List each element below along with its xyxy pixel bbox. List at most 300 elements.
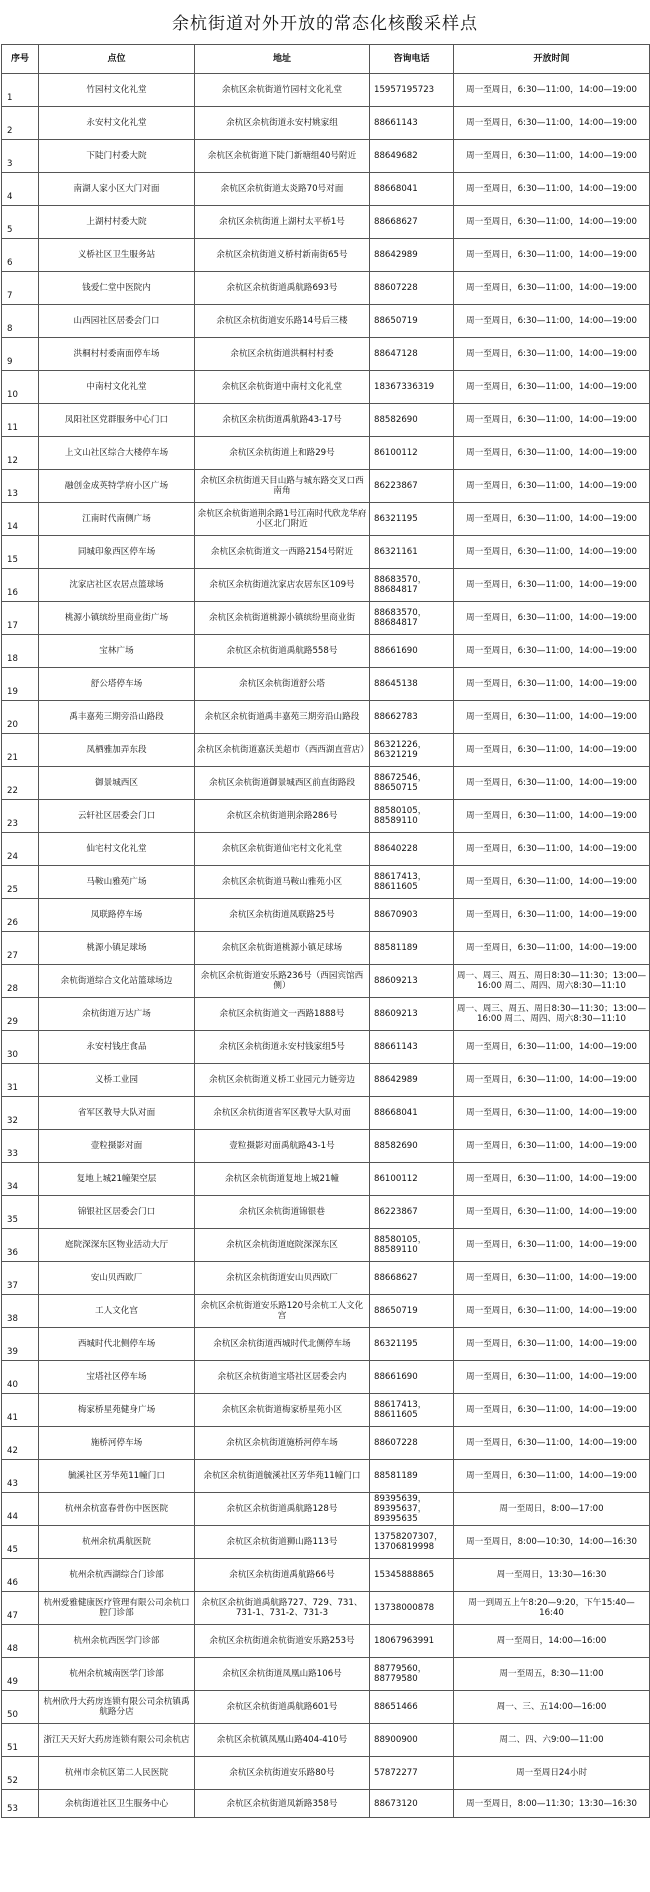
row-address: 余杭区余杭街道凤凰山路106号 [195,1658,370,1691]
row-address: 余杭区余杭街道省军区教导大队对面 [195,1097,370,1130]
row-address: 余杭区余杭街道禹航路43-17号 [195,404,370,437]
page-title: 余杭街道对外开放的常态化核酸采样点 [172,14,478,34]
row-address: 余杭区余杭街道下陡门新塘组40号附近 [195,140,370,173]
row-phone: 57872277 [370,1757,454,1790]
table-body [2,74,650,1818]
header-address: 地址 [195,45,370,74]
row-phone: 88672546，88650715 [370,767,454,800]
row-address: 余杭区余杭街道庭院深深东区 [195,1229,370,1262]
row-phone: 86321195 [370,1328,454,1361]
table-header-row [2,45,650,74]
row-phone: 15957195723 [370,74,454,107]
row-location: 同城印象西区停车场 [39,536,195,569]
table-row [2,1460,650,1493]
row-phone: 88661690 [370,635,454,668]
row-location: 沈家店社区农居点篮球场 [39,569,195,602]
row-location: 杭州余杭禹航医院 [39,1526,195,1559]
row-address: 余杭区余杭街道安乐路14号后三楼 [195,305,370,338]
row-index: 26 [2,899,39,932]
row-index: 13 [2,470,39,503]
row-phone: 88640228 [370,833,454,866]
row-index: 29 [2,998,39,1031]
table-row [2,1526,650,1559]
table-row [2,932,650,965]
table-row [2,1394,650,1427]
row-hours: 周一至周日，6:30—11:00，14:00—19:00 [454,536,650,569]
row-hours: 周一、周三、周五、周日8:30—11:30；13:00—16:00 周二、周四、周六8:30—11:10 [454,998,650,1031]
row-hours: 周一至周日，6:30—11:00，14:00—19:00 [454,437,650,470]
table-row [2,635,650,668]
row-location: 云轩社区居委会门口 [39,800,195,833]
row-address: 余杭区余杭街道禹航路128号 [195,1493,370,1526]
table-row [2,1097,650,1130]
table-row [2,239,650,272]
row-location: 浙江天天好大药房连锁有限公司余杭店 [39,1724,195,1757]
row-address: 余杭区余杭街道禹航路727、729、731、731-1、731-2、731-3 [195,1592,370,1625]
row-phone: 88581189 [370,932,454,965]
row-location: 南湖人家小区大门对面 [39,173,195,206]
row-phone: 88647128 [370,338,454,371]
row-index: 43 [2,1460,39,1493]
row-address: 余杭区余杭街道凤新路358号 [195,1790,370,1818]
row-phone: 15345888865 [370,1559,454,1592]
row-index: 47 [2,1592,39,1625]
row-location: 杭州欣丹大药房连锁有限公司余杭镇禹航路分店 [39,1691,195,1724]
row-address: 余杭区余杭街道梅家桥星苑小区 [195,1394,370,1427]
row-location: 杭州余杭城南医学门诊部 [39,1658,195,1691]
row-index: 45 [2,1526,39,1559]
row-index: 17 [2,602,39,635]
table-row [2,800,650,833]
row-address: 余杭区余杭街道毓溪社区芳华苑11幢门口 [195,1460,370,1493]
row-hours: 周一至周日，6:30—11:00，14:00—19:00 [454,1163,650,1196]
row-phone: 88645138 [370,668,454,701]
row-location: 锦银社区居委会门口 [39,1196,195,1229]
row-location: 下陡门村委大院 [39,140,195,173]
row-hours: 周一至周日，6:30—11:00，14:00—19:00 [454,1031,650,1064]
row-location: 凤栖雅加弄东段 [39,734,195,767]
row-location: 宝林广场 [39,635,195,668]
row-index: 8 [2,305,39,338]
row-phone: 88642989 [370,239,454,272]
row-location: 上湖村村委大院 [39,206,195,239]
table-row [2,833,650,866]
row-address: 余杭区余杭街道文一西路1888号 [195,998,370,1031]
row-hours: 周一至周日，6:30—11:00，14:00—19:00 [454,1361,650,1394]
table-row [2,1262,650,1295]
row-hours: 周一至周五，8:30—11:00 [454,1658,650,1691]
row-phone: 88662783 [370,701,454,734]
row-location: 杭州余杭富春骨伤中医医院 [39,1493,195,1526]
row-hours: 周一至周日，6:30—11:00，14:00—19:00 [454,668,650,701]
row-location: 省军区教导大队对面 [39,1097,195,1130]
row-hours: 周一至周日，6:30—11:00，14:00—19:00 [454,833,650,866]
row-index: 7 [2,272,39,305]
row-phone: 88582690 [370,1130,454,1163]
row-address: 余杭区余杭街道舒公塔 [195,668,370,701]
row-phone: 88580105，88589110 [370,800,454,833]
table-row [2,206,650,239]
row-index: 19 [2,668,39,701]
row-location: 梅家桥星苑健身广场 [39,1394,195,1427]
row-phone: 88661143 [370,107,454,140]
row-location: 舒公塔停车场 [39,668,195,701]
row-phone: 88607228 [370,272,454,305]
row-index: 20 [2,701,39,734]
row-location: 余杭街道综合文化站篮球场边 [39,965,195,998]
row-phone: 88642989 [370,1064,454,1097]
row-index: 38 [2,1295,39,1328]
table-row [2,1064,650,1097]
row-address: 壹粒摄影对面禹航路43-1号 [195,1130,370,1163]
table-row [2,1130,650,1163]
row-phone: 18067963991 [370,1625,454,1658]
row-address: 余杭区余杭街道太炎路70号对面 [195,173,370,206]
row-hours: 周一至周日，6:30—11:00，14:00—19:00 [454,140,650,173]
row-hours: 周一至周日，6:30—11:00，14:00—19:00 [454,635,650,668]
table-row [2,569,650,602]
row-location: 杭州余杭西湖综合门诊部 [39,1559,195,1592]
row-index: 33 [2,1130,39,1163]
row-address: 余杭区余杭街道竹园村文化礼堂 [195,74,370,107]
row-index: 10 [2,371,39,404]
table-row [2,1328,650,1361]
row-index: 6 [2,239,39,272]
row-address: 余杭区余杭街道仙宅村文化礼堂 [195,833,370,866]
row-address: 余杭区余杭街道桃源小镇足球场 [195,932,370,965]
table-row [2,1427,650,1460]
table-row [2,272,650,305]
row-location: 永安村文化礼堂 [39,107,195,140]
sampling-points-table [1,44,650,1818]
row-hours: 周一至周日，6:30—11:00，14:00—19:00 [454,305,650,338]
row-phone: 88609213 [370,998,454,1031]
table-row [2,173,650,206]
row-index: 48 [2,1625,39,1658]
row-index: 11 [2,404,39,437]
row-index: 44 [2,1493,39,1526]
row-address: 余杭区余杭街道上湖村太平桥1号 [195,206,370,239]
row-address: 余杭区余杭街道禹航路66号 [195,1559,370,1592]
row-address: 余杭区余杭街道洪桐村村委 [195,338,370,371]
row-address: 余杭区余杭街道嘉沃美超市（西西湖直营店） [195,734,370,767]
row-index: 22 [2,767,39,800]
row-index: 42 [2,1427,39,1460]
row-hours: 周一、周三、周五、周日8:30—11:30；13:00—16:00 周二、周四、周六8:30—11:10 [454,965,650,998]
row-index: 15 [2,536,39,569]
header-index: 序号 [2,45,39,74]
row-location: 凤阳社区党群服务中心门口 [39,404,195,437]
table-row [2,1031,650,1064]
row-address: 余杭区余杭镇凤凰山路404-410号 [195,1724,370,1757]
row-hours: 周一至周日24小时 [454,1757,650,1790]
row-hours: 周一至周日，6:30—11:00，14:00—19:00 [454,1328,650,1361]
row-location: 义桥工业园 [39,1064,195,1097]
row-phone: 88609213 [370,965,454,998]
row-phone: 88668041 [370,1097,454,1130]
row-phone: 88673120 [370,1790,454,1818]
row-address: 余杭区余杭街道御景城西区前直街路段 [195,767,370,800]
row-index: 18 [2,635,39,668]
row-index: 46 [2,1559,39,1592]
table-row [2,1625,650,1658]
row-hours: 周一至周日，6:30—11:00，14:00—19:00 [454,1262,650,1295]
row-index: 23 [2,800,39,833]
table-row [2,965,650,998]
row-address: 余杭区余杭街道上和路29号 [195,437,370,470]
table-row [2,1592,650,1625]
row-location: 复地上城21幢架空层 [39,1163,195,1196]
table-row [2,668,650,701]
table-row [2,338,650,371]
table-row [2,899,650,932]
table-row [2,74,650,107]
row-index: 52 [2,1757,39,1790]
row-phone: 88683570，88684817 [370,569,454,602]
table-row [2,866,650,899]
row-location: 杭州余杭西医学门诊部 [39,1625,195,1658]
row-address: 余杭区余杭街道安乐路236号（西园宾馆西侧） [195,965,370,998]
row-phone: 86223867 [370,1196,454,1229]
row-location: 禹丰嘉苑三期旁沿山路段 [39,701,195,734]
header-phone: 咨询电话 [370,45,454,74]
row-hours: 周一至周日，6:30—11:00，14:00—19:00 [454,899,650,932]
row-location: 仙宅村文化礼堂 [39,833,195,866]
row-hours: 周一至周日，6:30—11:00，14:00—19:00 [454,1295,650,1328]
row-location: 施桥河停车场 [39,1427,195,1460]
row-index: 12 [2,437,39,470]
row-location: 壹粒摄影对面 [39,1130,195,1163]
row-phone: 88580105，88589110 [370,1229,454,1262]
row-index: 51 [2,1724,39,1757]
row-hours: 周一、三、五14:00—16:00 [454,1691,650,1724]
row-address: 余杭区余杭街道中南村文化礼堂 [195,371,370,404]
row-phone: 13758207307，13706819998 [370,1526,454,1559]
row-location: 余杭街道万达广场 [39,998,195,1031]
row-hours: 周一至周日，6:30—11:00，14:00—19:00 [454,371,650,404]
row-hours: 周一至周日，6:30—11:00，14:00—19:00 [454,1130,650,1163]
table-row [2,1361,650,1394]
row-phone: 86321161 [370,536,454,569]
table-row [2,107,650,140]
row-address: 余杭区余杭街道宝塔社区居委会内 [195,1361,370,1394]
row-location: 毓溪社区芳华苑11幢门口 [39,1460,195,1493]
row-phone: 88617413，88611605 [370,866,454,899]
row-location: 安山贝西欧厂 [39,1262,195,1295]
row-index: 30 [2,1031,39,1064]
row-phone: 86321226，86321219 [370,734,454,767]
row-hours: 周一至周日，6:30—11:00，14:00—19:00 [454,1229,650,1262]
table-row [2,1295,650,1328]
table-row [2,1559,650,1592]
row-location: 永安村钱庄食品 [39,1031,195,1064]
table-row [2,1790,650,1818]
row-address: 余杭区余杭街道禹丰嘉苑三期旁沿山路段 [195,701,370,734]
row-index: 27 [2,932,39,965]
row-location: 钱爱仁堂中医院内 [39,272,195,305]
row-hours: 周二、四、六9:00—11:00 [454,1724,650,1757]
row-index: 1 [2,74,39,107]
row-hours: 周一至周日，6:30—11:00，14:00—19:00 [454,107,650,140]
row-location: 工人文化宫 [39,1295,195,1328]
row-phone: 88668627 [370,1262,454,1295]
row-index: 16 [2,569,39,602]
row-index: 25 [2,866,39,899]
row-phone: 88650719 [370,305,454,338]
row-location: 融创金成英特学府小区广场 [39,470,195,503]
row-index: 4 [2,173,39,206]
table-row [2,1658,650,1691]
row-phone: 88668041 [370,173,454,206]
row-phone: 88607228 [370,1427,454,1460]
table-row [2,767,650,800]
row-hours: 周一至周日，6:30—11:00，14:00—19:00 [454,206,650,239]
row-phone: 88670903 [370,899,454,932]
row-index: 41 [2,1394,39,1427]
row-location: 山西园社区居委会门口 [39,305,195,338]
row-hours: 周一至周日，6:30—11:00，14:00—19:00 [454,272,650,305]
row-hours: 周一至周日，6:30—11:00，14:00—19:00 [454,800,650,833]
row-address: 余杭区余杭街道文一西路2154号附近 [195,536,370,569]
row-location: 御景城西区 [39,767,195,800]
row-index: 49 [2,1658,39,1691]
row-index: 3 [2,140,39,173]
row-hours: 周一到周五上午8:20—9:20，下午15:40—16:40 [454,1592,650,1625]
row-address: 余杭区余杭街道施桥河停车场 [195,1427,370,1460]
row-hours: 周一至周日，6:30—11:00，14:00—19:00 [454,569,650,602]
row-index: 31 [2,1064,39,1097]
table-row [2,503,650,536]
row-address: 余杭区余杭街道锦银巷 [195,1196,370,1229]
row-location: 江南时代南侧广场 [39,503,195,536]
row-hours: 周一至周日，6:30—11:00，14:00—19:00 [454,1460,650,1493]
row-hours: 周一至周日，8:00—10:30，14:00—16:30 [454,1526,650,1559]
row-address: 余杭区余杭街道天目山路与城东路交叉口西南角 [195,470,370,503]
table-row [2,404,650,437]
table-row [2,470,650,503]
row-address: 余杭区余杭街道西城时代北侧停车场 [195,1328,370,1361]
row-address: 余杭区余杭街道永安村钱家组5号 [195,1031,370,1064]
row-hours: 周一至周日，6:30—11:00，14:00—19:00 [454,470,650,503]
row-hours: 周一至周日，8:00—17:00 [454,1493,650,1526]
row-hours: 周一至周日，6:30—11:00，14:00—19:00 [454,338,650,371]
row-index: 39 [2,1328,39,1361]
row-index: 2 [2,107,39,140]
table-row [2,140,650,173]
table-row [2,701,650,734]
row-address: 余杭区余杭街道禹航路693号 [195,272,370,305]
header-location: 点位 [39,45,195,74]
row-address: 余杭区余杭街道义桥工业园元力链旁边 [195,1064,370,1097]
row-phone: 88581189 [370,1460,454,1493]
row-location: 义桥社区卫生服务站 [39,239,195,272]
row-hours: 周一至周日，6:30—11:00，14:00—19:00 [454,1394,650,1427]
table-row [2,1757,650,1790]
table-row [2,305,650,338]
table-row [2,1163,650,1196]
row-index: 21 [2,734,39,767]
row-hours: 周一至周日，6:30—11:00，14:00—19:00 [454,173,650,206]
row-address: 余杭区余杭街道沈家店农居东区109号 [195,569,370,602]
row-hours: 周一至周日，8:00—11:30；13:30—16:30 [454,1790,650,1818]
row-address: 余杭区余杭街道桃源小镇缤纷里商业街 [195,602,370,635]
header-hours: 开放时间 [454,45,650,74]
row-index: 34 [2,1163,39,1196]
row-index: 24 [2,833,39,866]
row-index: 37 [2,1262,39,1295]
row-phone: 18367336319 [370,371,454,404]
table-row [2,998,650,1031]
row-address: 余杭区余杭街道禹航路601号 [195,1691,370,1724]
table-row [2,536,650,569]
table-row [2,734,650,767]
row-hours: 周一至周日，6:30—11:00，14:00—19:00 [454,74,650,107]
row-hours: 周一至周日，6:30—11:00，14:00—19:00 [454,239,650,272]
row-hours: 周一至周日，6:30—11:00，14:00—19:00 [454,932,650,965]
row-location: 中南村文化礼堂 [39,371,195,404]
row-hours: 周一至周日，6:30—11:00，14:00—19:00 [454,1196,650,1229]
row-hours: 周一至周日，6:30—11:00，14:00—19:00 [454,503,650,536]
row-hours: 周一至周日，6:30—11:00，14:00—19:00 [454,404,650,437]
row-phone: 86321195 [370,503,454,536]
row-phone: 86223867 [370,470,454,503]
row-phone: 13738000878 [370,1592,454,1625]
row-hours: 周一至周日，6:30—11:00，14:00—19:00 [454,767,650,800]
row-index: 40 [2,1361,39,1394]
row-phone: 88668627 [370,206,454,239]
row-index: 14 [2,503,39,536]
row-phone: 88661143 [370,1031,454,1064]
row-hours: 周一至周日，6:30—11:00，14:00—19:00 [454,734,650,767]
row-index: 9 [2,338,39,371]
row-hours: 周一至周日，6:30—11:00，14:00—19:00 [454,866,650,899]
row-phone: 88650719 [370,1295,454,1328]
row-index: 53 [2,1790,39,1818]
row-location: 余杭街道社区卫生服务中心 [39,1790,195,1818]
row-address: 余杭区余杭街道狮山路113号 [195,1526,370,1559]
row-phone: 88661690 [370,1361,454,1394]
row-location: 庭院深深东区物业活动大厅 [39,1229,195,1262]
row-address: 余杭区余杭街道荆余路286号 [195,800,370,833]
table-row [2,1724,650,1757]
row-location: 洪桐村村委南面停车场 [39,338,195,371]
row-index: 36 [2,1229,39,1262]
row-index: 35 [2,1196,39,1229]
row-phone: 88779560，88779580 [370,1658,454,1691]
row-address: 余杭区余杭街道安山贝西欧厂 [195,1262,370,1295]
row-hours: 周一至周日，6:30—11:00，14:00—19:00 [454,1427,650,1460]
row-phone: 86100112 [370,1163,454,1196]
row-address: 余杭区余杭街道禹航路558号 [195,635,370,668]
row-address: 余杭区余杭街道义桥村新南街65号 [195,239,370,272]
row-location: 杭州市余杭区第二人民医院 [39,1757,195,1790]
row-location: 宝塔社区停车场 [39,1361,195,1394]
row-hours: 周一至周日，6:30—11:00，14:00—19:00 [454,1097,650,1130]
table-row [2,371,650,404]
table-row [2,1493,650,1526]
row-address: 余杭区余杭街道永安村姚家组 [195,107,370,140]
row-phone: 89395639，89395637，89395635 [370,1493,454,1526]
row-location: 马鞍山雅苑广场 [39,866,195,899]
row-address: 余杭区余杭街道荆余路1号江南时代欣龙华府小区北门附近 [195,503,370,536]
row-hours: 周一至周日，13:30—16:30 [454,1559,650,1592]
row-address: 余杭区余杭街道安乐路120号余杭工人文化宫 [195,1295,370,1328]
row-phone: 86100112 [370,437,454,470]
row-location: 桃源小镇足球场 [39,932,195,965]
row-location: 凤联路停车场 [39,899,195,932]
row-hours: 周一至周日，14:00—16:00 [454,1625,650,1658]
row-index: 50 [2,1691,39,1724]
